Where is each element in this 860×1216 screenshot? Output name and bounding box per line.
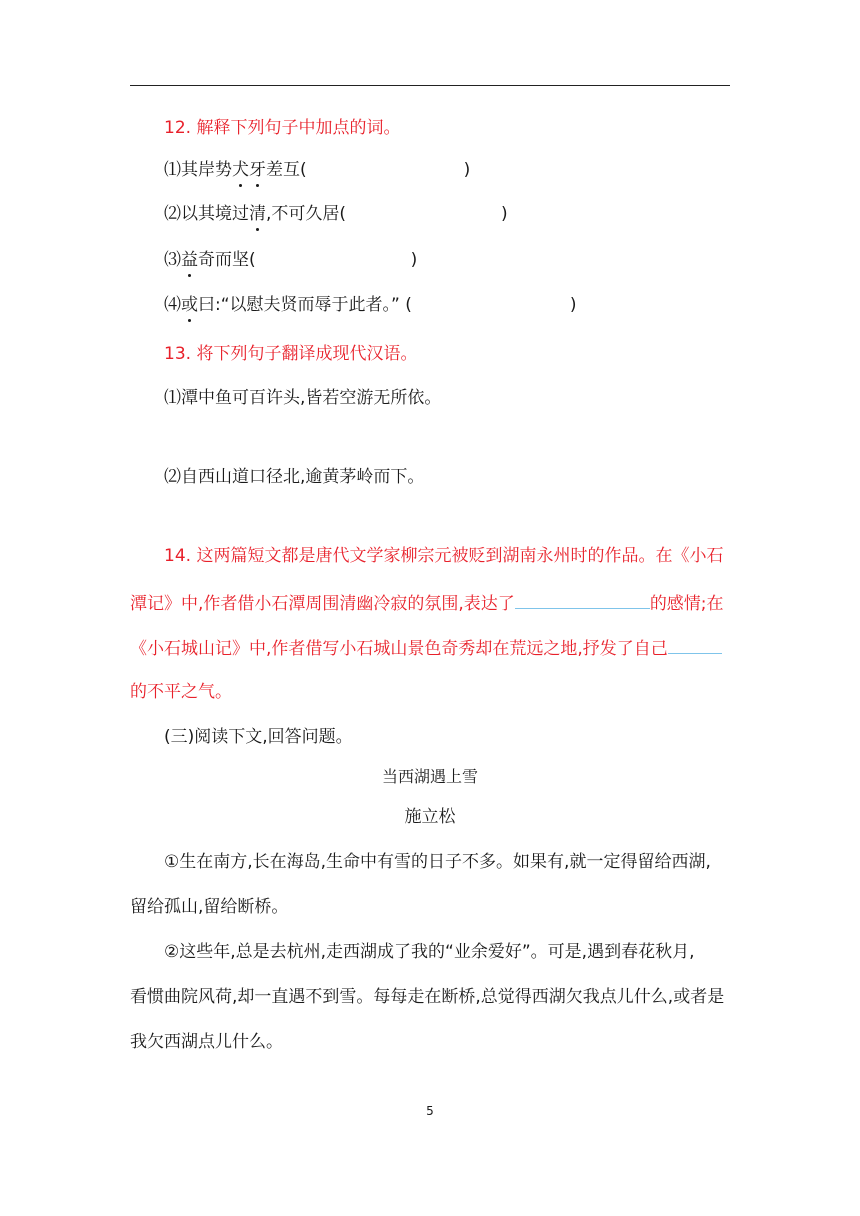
q12-title: 12. 解释下列句子中加点的词。 bbox=[164, 118, 401, 138]
q12-item-1: ⑴其岸势犬牙差互( ) bbox=[164, 160, 471, 180]
q14-line-3: 《小石城山记》中,作者借写小石城山景色奇秀却在荒远之地,抒发了自己 bbox=[130, 635, 730, 661]
q13-item-2: ⑵自西山道口径北,逾黄茅岭而下。 bbox=[164, 467, 425, 487]
q14-line-2: 潭记》中,作者借小石潭周围清幽冷寂的氛围,表达了 的感情;在 bbox=[130, 590, 730, 616]
q12-item-4: ⑷或曰:“以慰夫贤而辱于此者。” ( ) bbox=[164, 295, 577, 315]
page-number: 5 bbox=[426, 1104, 434, 1118]
paragraph-2-line-2: 看惯曲院风荷,却一直遇不到雪。每每走在断桥,总觉得西湖欠我点儿什么,或者是 bbox=[130, 987, 725, 1007]
q13-title: 13. 将下列句子翻译成现代汉语。 bbox=[164, 344, 418, 364]
paragraph-1-line-1: ①生在南方,长在海岛,生命中有雪的日子不多。如果有,就一定得留给西湖, bbox=[164, 852, 711, 872]
dotted-char: 犬 bbox=[232, 160, 249, 180]
q12-item-3: ⑶益奇而坚( ) bbox=[164, 250, 418, 270]
dotted-char: 益 bbox=[181, 250, 198, 270]
answer-blank[interactable] bbox=[515, 590, 650, 609]
section-heading: (三)阅读下文,回答问题。 bbox=[164, 727, 353, 747]
q12-item-2: ⑵以其境过清,不可久居( ) bbox=[164, 204, 508, 224]
article-title: 当西湖遇上雪 bbox=[381, 767, 478, 786]
dotted-char: 牙 bbox=[249, 160, 266, 180]
dotted-char: 或 bbox=[181, 295, 198, 315]
article-author: 施立松 bbox=[404, 807, 456, 827]
paragraph-1-line-2: 留给孤山,留给断桥。 bbox=[130, 897, 289, 917]
answer-blank[interactable] bbox=[668, 635, 722, 654]
q13-item-1: ⑴潭中鱼可百许头,皆若空游无所依。 bbox=[164, 388, 442, 408]
q14-line-1: 14. 这两篇短文都是唐代文学家柳宗元被贬到湖南永州时的作品。在《小石 bbox=[164, 546, 724, 566]
paragraph-2-line-3: 我欠西湖点儿什么。 bbox=[130, 1032, 283, 1052]
header-rule bbox=[130, 85, 730, 86]
paragraph-2-line-1: ②这些年,总是去杭州,走西湖成了我的“业余爱好”。可是,遇到春花秋月, bbox=[164, 942, 695, 962]
dotted-char: 清 bbox=[249, 204, 266, 224]
q14-line-4: 的不平之气。 bbox=[130, 682, 232, 702]
